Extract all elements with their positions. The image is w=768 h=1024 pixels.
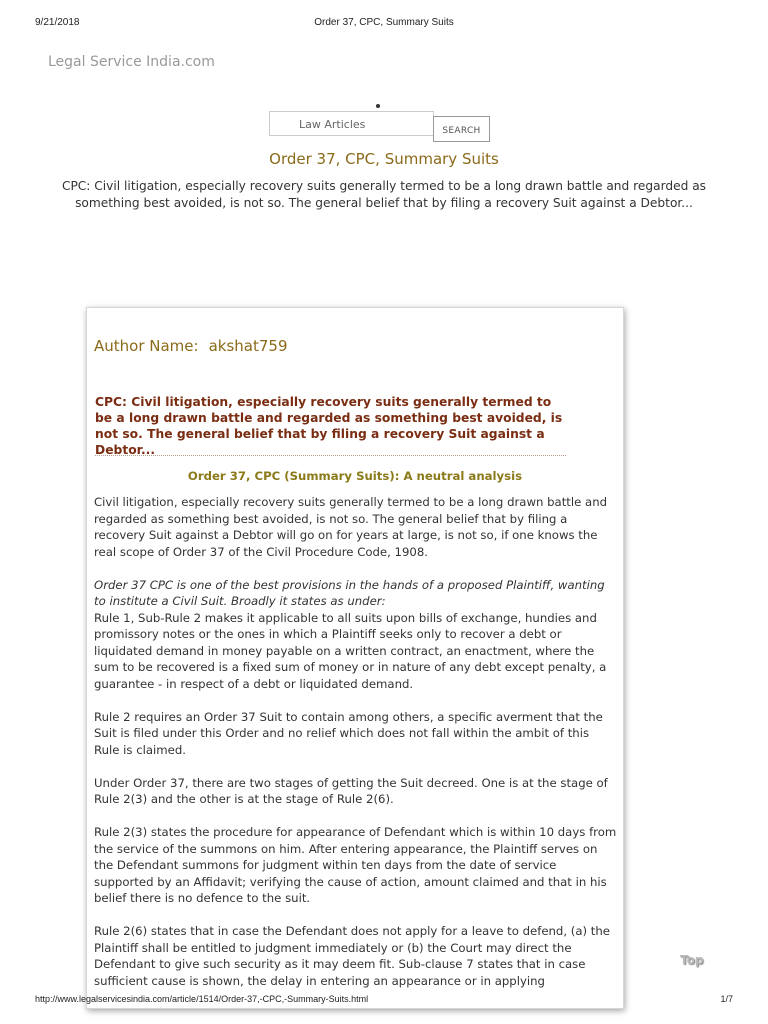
search-button[interactable]: SEARCH	[433, 116, 490, 142]
print-title: Order 37, CPC, Summary Suits	[314, 17, 454, 28]
paragraph-intro: Civil litigation, especially recovery suits generally termed to be a long drawn battle and regarded as something best avoided, is not so. The general belief that by filing a recovery Suit against a Debtor will go on for years at large, is not so, if one knows the real scope of Order 37 of the Civil Procedure Code, 1908.	[94, 495, 608, 559]
article-body	[94, 494, 618, 1006]
author-label: Author Name:	[94, 337, 199, 355]
paragraph-rule-2-6: Rule 2(6) states that in case the Defendant does not apply for a leave to defend, (a) the Plaintiff shall be entitled to judgment immediately or (b) the Court may direct the Defendant to give such security as it may deem fit. Sub-clause 7 states that in case sufficient cause is shown, the delay in entering an appearance or in applying	[94, 924, 610, 988]
article-card	[86, 307, 624, 1009]
bullet-dot	[376, 104, 380, 108]
site-logo-link[interactable]: Legal Service India.com	[48, 54, 215, 70]
paragraph-rule-2-3: Rule 2(3) states the procedure for appearance of Defendant which is within 10 days from the service of the summons on him. After entering appearance, the Plaintiff serves on the Defendant summons for judgment within ten days from the date of service supported by an Affidavit; verifying the cause of action, amount claimed and that in his belief there is no defence to the suit.	[94, 825, 617, 905]
search-input[interactable]: Law Articles	[269, 111, 434, 136]
article-summary: CPC: Civil litigation, especially recovery suits generally termed to be a long drawn battle and regarded as something best avoided, is not so. The general belief that by filing a recovery Suit against a Debtor...	[61, 179, 707, 210]
dotted-divider	[95, 455, 566, 456]
author-line	[94, 337, 287, 355]
print-date: 9/21/2018	[35, 17, 80, 28]
section-heading: Order 37, CPC (Summary Suits): A neutral analysis	[187, 469, 523, 483]
back-to-top-link[interactable]: Top	[680, 953, 704, 967]
print-url: http://www.legalservicesindia.com/article/1514/Order-37,-CPC,-Summary-Suits.html	[35, 994, 369, 1004]
paragraph-italic	[94, 577, 618, 610]
author-name: akshat759	[208, 337, 288, 355]
article-lead: CPC: Civil litigation, especially recovery suits generally termed to be a long drawn battle and regarded as something best avoided, is not so. The general belief that by filing a recovery Suit against a Debtor...	[95, 395, 563, 457]
italic-intro: Order 37 CPC is one of the best provisions in the hands of a proposed Plaintiff, wanting to institute a Civil Suit. Broadly it states as under:	[94, 577, 605, 608]
page-title: Order 37, CPC, Summary Suits	[269, 150, 499, 168]
paragraph-stages: Under Order 37, there are two stages of getting the Suit decreed. One is at the stage of Rule 2(3) and the other is at the stage of Rule 2(6).	[94, 775, 608, 806]
page-number: 1/7	[720, 994, 733, 1004]
paragraph-rule-1: Rule 1, Sub-Rule 2 makes it applicable to all suits upon bills of exchange, hundies and promissory notes or the ones in which a Plaintiff seeks only to recover a debt or liquidated demand in money payable on a written contract, an enactment, where the sum to be recovered is a fixed sum of money or in nature of any debt except penalty, a guarantee - in respect of a debt or liquidated demand.	[94, 610, 607, 691]
paragraph-rule-2: Rule 2 requires an Order 37 Suit to contain among others, a specific averment that the Suit is filed under this Order and no relief which does not fall within the ambit of this Rule is claimed.	[94, 709, 603, 757]
